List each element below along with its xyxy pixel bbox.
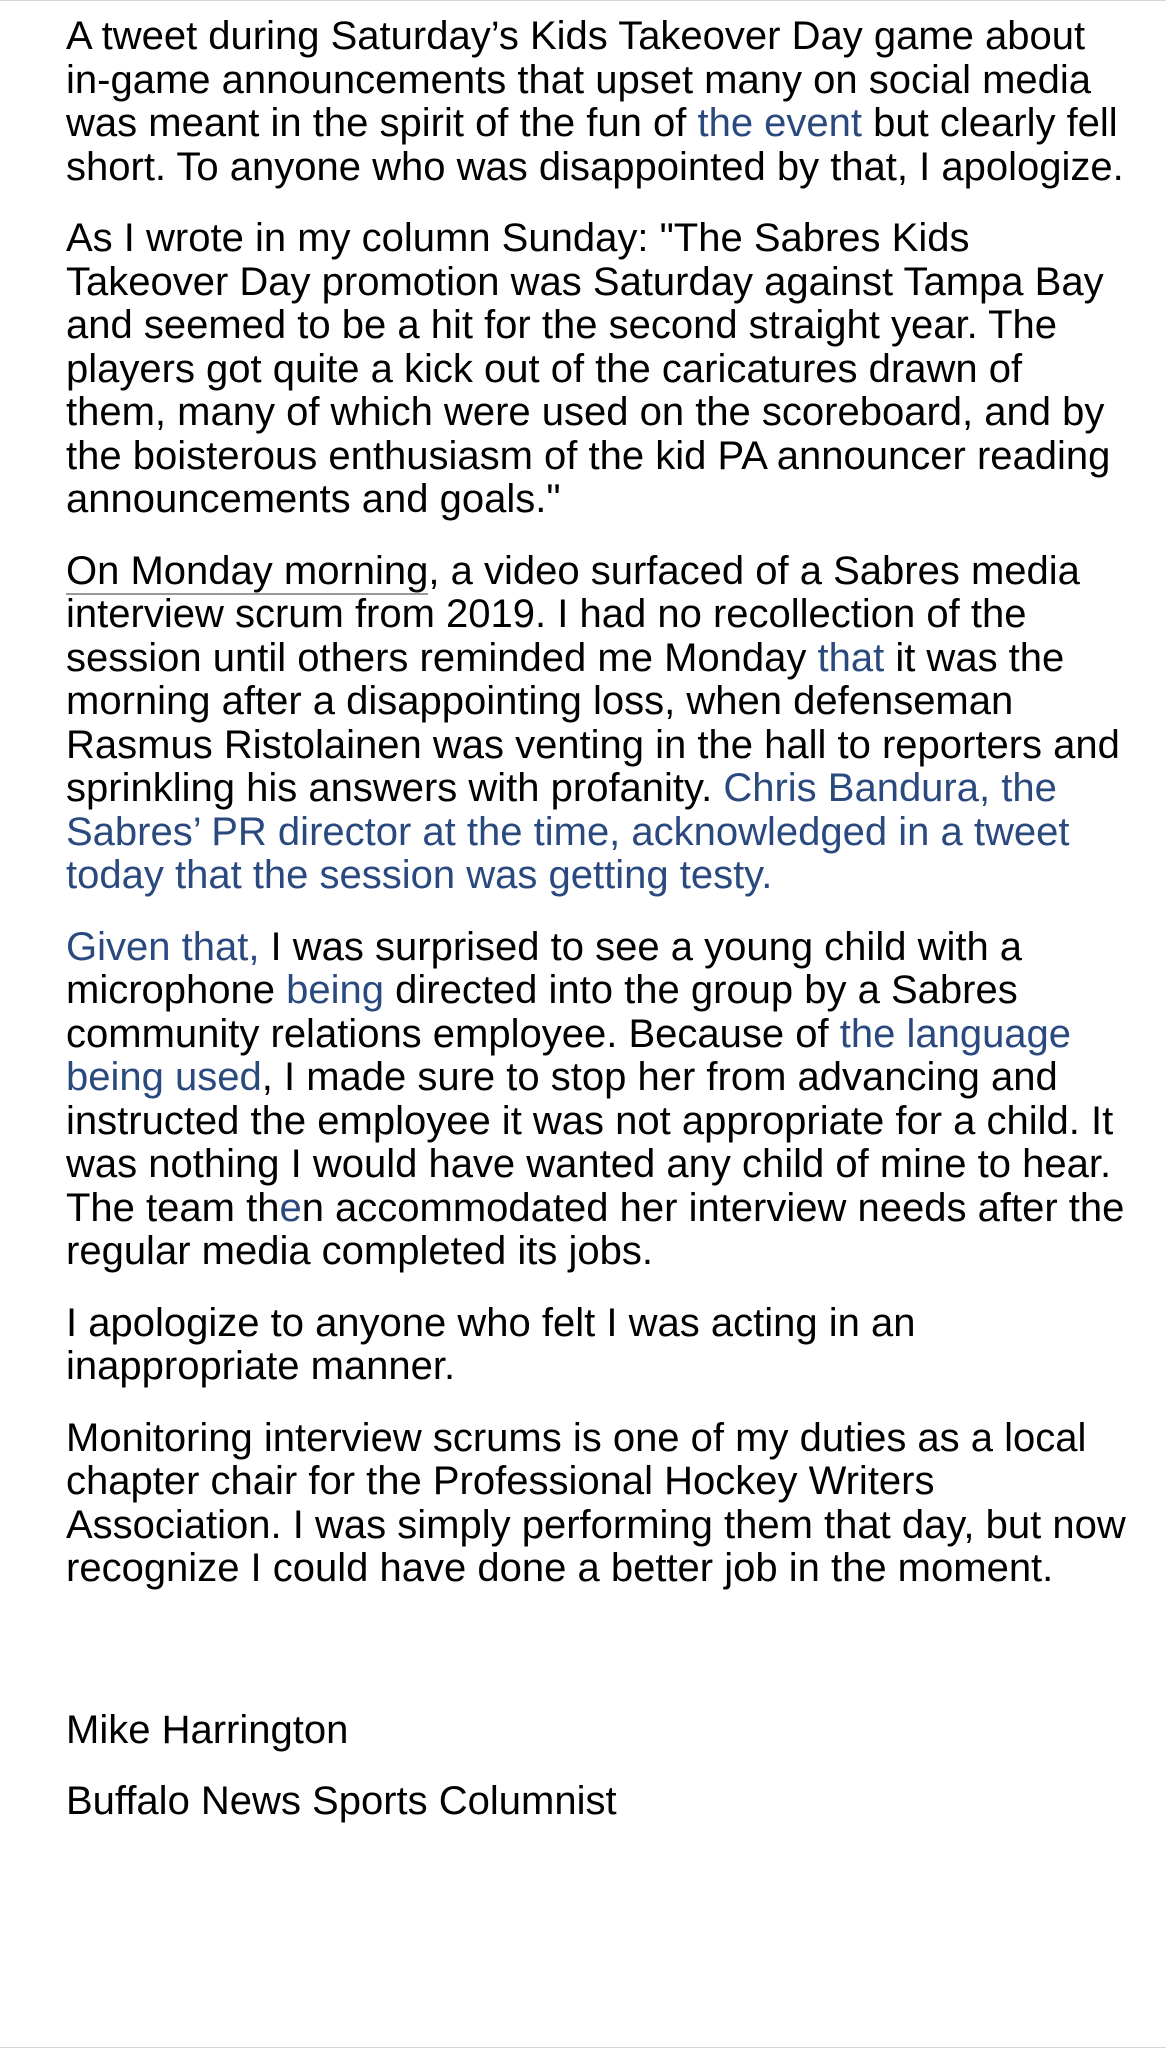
paragraph-text: , I made sure to stop her from advancing and instructed the employee it was not appropriate for a child. It was nothing I would have wanted any child of mine to hear. The team th: [66, 1055, 1114, 1230]
that-link[interactable]: that: [817, 635, 885, 680]
signature-spacer: [66, 1619, 1126, 1709]
colored-letter-e: e: [279, 1185, 302, 1230]
paragraph-text: directed into the group by a Sabres community relations employee. Because of: [66, 968, 1018, 1056]
paragraph-text: it was the morning after a disappointing loss, when defenseman Rasmus Ristolainen was venting in the hall to reporters and sprinkling his answers with profanity.: [66, 635, 1120, 810]
paragraph-text: n accommodated her interview needs after the regular media completed its jobs.: [66, 1185, 1125, 1273]
paragraph-text: I apologize to anyone who felt I was acting in an inappropriate manner.: [66, 1300, 916, 1388]
paragraph-duties: [66, 1417, 1126, 1591]
paragraph-text: Monitoring interview scrums is one of my duties as a local chapter chair for the Professional Hockey Writers Association. I was simply performing them that day, but now recognize I could have done a better job in the moment.: [66, 1415, 1126, 1590]
paragraph-column-quote: [66, 217, 1126, 522]
paragraph-text: I was surprised to see a young child with a microphone: [66, 924, 1023, 1012]
statement-body: [66, 15, 1126, 1852]
paragraph-text: As I wrote in my column Sunday: "The Sabres Kids Takeover Day promotion was Saturday against Tampa Bay and seemed to be a hit for the second straight year. The players got quite a kick out of the caricatures drawn of them, many of which were used on the scoreboard, and by the boisterous enthusiasm of the kid PA announcer reading announcements and goals.": [66, 216, 1111, 521]
paragraph-text: , a video surfaced of a Sabres media interview scrum from 2019. I had no recollection of the session until others reminded me Monday: [66, 548, 1080, 680]
paragraph-tweet-apology: [66, 15, 1126, 189]
paragraph-apology: [66, 1302, 1126, 1389]
paragraph-text: A tweet during Saturday’s Kids Takeover Day game about in-game announcements that upset many on social media was meant in the spirit of the fun of: [66, 14, 1092, 145]
paragraph-child-microphone: [66, 926, 1126, 1274]
monday-morning-underlined-text: On Monday morning: [66, 548, 429, 593]
paragraph-text: but clearly fell short. To anyone who was disappointed by that, I apologize.: [66, 101, 1124, 189]
being-link[interactable]: being: [286, 968, 384, 1012]
the-event-link[interactable]: the event: [697, 101, 863, 145]
language-being-used-link[interactable]: the language being used: [66, 1011, 1072, 1099]
given-that-link[interactable]: Given that,: [66, 924, 260, 969]
paragraph-video-surfaced: [66, 550, 1126, 898]
signature-name: Mike Harrington: [66, 1707, 349, 1752]
signature-title: Buffalo News Sports Columnist: [66, 1779, 617, 1823]
bandura-tweet-link[interactable]: Chris Bandura, the Sabres’ PR director at the time, acknowledged in a tweet today that the session was getting testy.: [66, 766, 1070, 897]
